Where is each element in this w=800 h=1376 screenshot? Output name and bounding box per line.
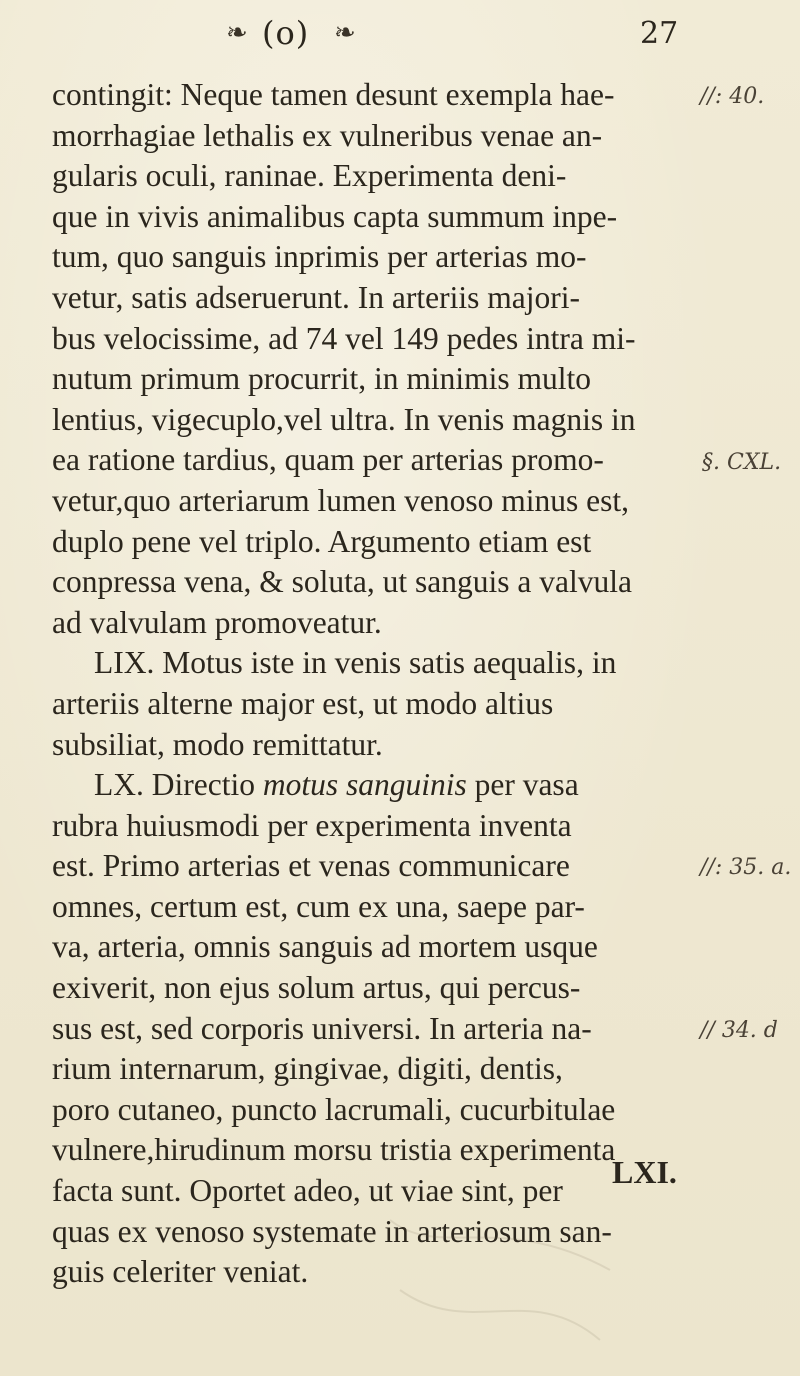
text-line: va, arteria, omnis sanguis ad mortem usque — [52, 929, 598, 965]
text-line: guis celeriter veniat. — [52, 1254, 309, 1290]
section-lx-heading-line: LX. Directio motus sanguinis per vasa — [94, 767, 579, 803]
italic-phrase: motus sanguinis — [262, 767, 467, 803]
text-line: morrhagiae lethalis ex vulneribus venae an- — [52, 117, 603, 153]
catchword: LXI. — [612, 1154, 677, 1190]
text-line: subsiliat, modo remittatur. — [52, 726, 383, 762]
section-lix-heading-line: LIX. Motus iste in venis satis aequalis, in — [94, 645, 617, 681]
text-line: poro cutaneo, puncto lacrumali, cucurbitulae — [52, 1091, 616, 1127]
text-line: vetur,quo arteriarum lumen venoso minus est, — [52, 482, 629, 518]
margin-note: §. CXL. — [702, 450, 782, 475]
show-through-shadow — [380, 1200, 620, 1350]
text-line: vetur, satis adseruerunt. In arteriis majori- — [52, 279, 580, 315]
text-line: ea ratione tardius, quam per arterias promo- — [52, 442, 604, 478]
text-line: gularis oculi, raninae. Experimenta deni- — [52, 158, 567, 194]
margin-note: //: 40. — [700, 84, 765, 109]
text-line: ad valvulam promoveatur. — [52, 604, 382, 640]
fleuron-left-icon: ❧ — [226, 18, 248, 48]
text-line: facta sunt. Oportet adeo, ut viae sint, per — [52, 1173, 563, 1209]
page-number: 27 — [640, 16, 679, 51]
margin-note: // 34. d — [700, 1018, 778, 1043]
text-line: exiverit, non ejus solum artus, qui percus- — [52, 970, 581, 1006]
text-line: rium internarum, gingivae, digiti, dentis, — [52, 1051, 563, 1087]
text-line: sus est, sed corporis universi. In arteria na- — [52, 1010, 592, 1046]
text-line: arteriis alterne major est, ut modo altius — [52, 685, 554, 721]
running-header — [0, 10, 800, 56]
body-text — [52, 75, 692, 1293]
text-line: que in vivis animalibus capta summum inpe- — [52, 198, 618, 234]
text-line: nutum primum procurrit, in minimis multo — [52, 361, 591, 397]
text-line: rubra huiusmodi per experimenta inventa — [52, 807, 572, 843]
text-line: lentius, vigecuplo,vel ultra. In venis magnis in — [52, 401, 636, 437]
fleuron-right-icon: ❧ — [334, 18, 356, 48]
text-line: bus velocissime, ad 74 vel 149 pedes intra mi- — [52, 320, 636, 356]
text-line: duplo pene vel triplo. Argumento etiam est — [52, 523, 592, 559]
text-line: omnes, certum est, cum ex una, saepe par- — [52, 888, 585, 924]
margin-note: //: 35. a. — [700, 855, 792, 880]
text-line: quas ex venoso systemate in arteriosum san- — [52, 1213, 612, 1249]
text-line: est. Primo arterias et venas communicare — [52, 848, 570, 884]
text-line: vulnere,hirudinum morsu tristia experimenta — [52, 1132, 616, 1168]
text-line: conpressa vena, & soluta, ut sanguis a valvula — [52, 564, 632, 600]
text-line: contingit: Neque tamen desunt exempla hae- — [52, 77, 615, 112]
header-signature: (o) — [262, 14, 310, 52]
text-line: tum, quo sanguis inprimis per arterias mo- — [52, 239, 587, 275]
